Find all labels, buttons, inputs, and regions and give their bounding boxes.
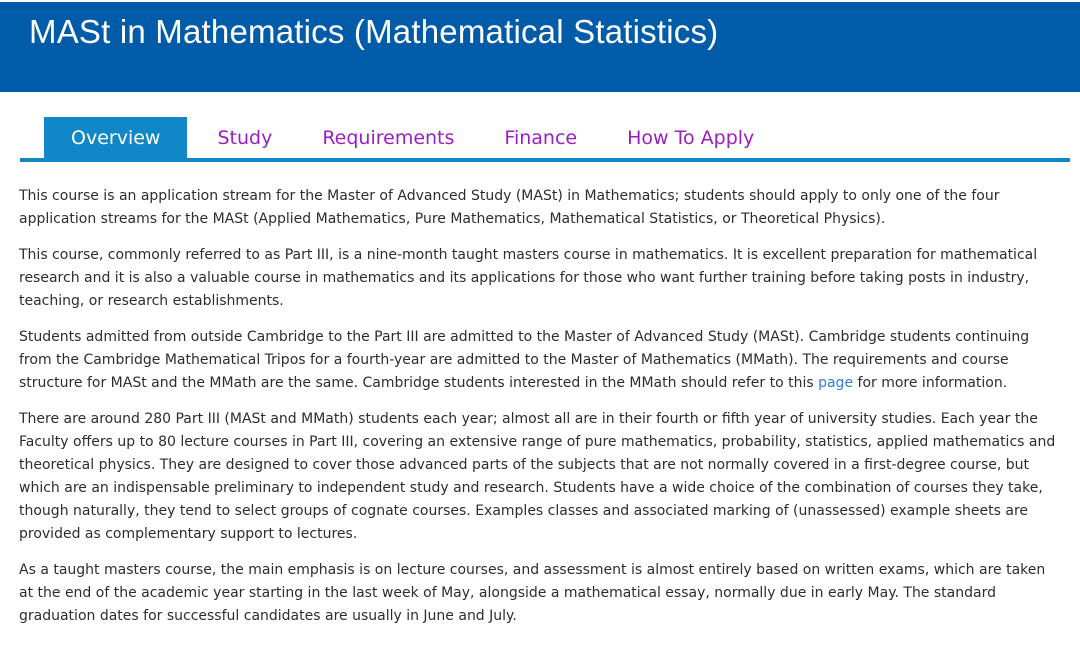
paragraph-mast-mmath xyxy=(19,326,1062,395)
paragraph-mast-mmath-text-after: for more information. xyxy=(853,375,1008,391)
paragraph-application-stream: This course is an application stream for the Master of Advanced Study (MASt) in Mathematics; students should apply to only one of the four application streams for the MASt (Applied Mathematics, Pure Mathematics, Mathematical Statistics, or Theoretical Physics). xyxy=(19,188,1000,227)
page-header-banner xyxy=(0,2,1080,92)
page-title: MASt in Mathematics (Mathematical Statistics) xyxy=(29,13,719,50)
overview-tab-content xyxy=(0,162,1080,628)
paragraph-course-numbers: There are around 280 Part III (MASt and MMath) students each year; almost all are in their fourth or fifth year of university studies. Each year the Faculty offers up to 80 lecture courses in Part III, covering an extensive range of pure mathematics, probability, statistics, applied mathematics and theoretical physics. They are designed to cover those advanced parts of the subjects that are not normally covered in a first-degree course, but which are an indispensable preliminary to independent study and research. Students have a wide choice of the combination of courses they take, though naturally, they tend to select groups of cognate courses. Examples classes and associated marking of (unassessed) example sheets are provided as complementary support to lectures. xyxy=(19,411,1056,542)
paragraph-mast-mmath-text: Students admitted from outside Cambridge to the Part III are admitted to the Master of Advanced Study (MASt). Cambridge students continuing from the Cambridge Mathematical Tripos for a fourth-year are admitted to the Master of Mathematics (MMath). The requirements and course structure for MASt and the MMath are the same. Cambridge students interested in the MMath should refer to this xyxy=(19,329,1030,391)
tab-overview[interactable]: Overview xyxy=(44,117,187,158)
paragraph-part-iii-intro: This course, commonly referred to as Part III, is a nine-month taught masters course in mathematics. It is excellent preparation for mathematical research and it is also a valuable course in mathematics and its applications for those who want further training before taking posts in industry, teaching, or research establishments. xyxy=(19,247,1038,309)
tab-study[interactable]: Study xyxy=(217,127,273,149)
tab-requirements[interactable]: Requirements xyxy=(322,127,455,149)
mmath-page-link[interactable]: page xyxy=(818,375,854,391)
paragraph-assessment: As a taught masters course, the main emphasis is on lecture courses, and assessment is almost entirely based on written exams, which are taken at the end of the academic year starting in the last week of May, alongside a mathematical essay, normally due in early May. The standard graduation dates for successful candidates are usually in June and July. xyxy=(19,562,1046,624)
tab-finance[interactable]: Finance xyxy=(504,127,578,149)
course-tab-bar xyxy=(20,117,1070,162)
tab-how-to-apply[interactable]: How To Apply xyxy=(627,127,755,149)
